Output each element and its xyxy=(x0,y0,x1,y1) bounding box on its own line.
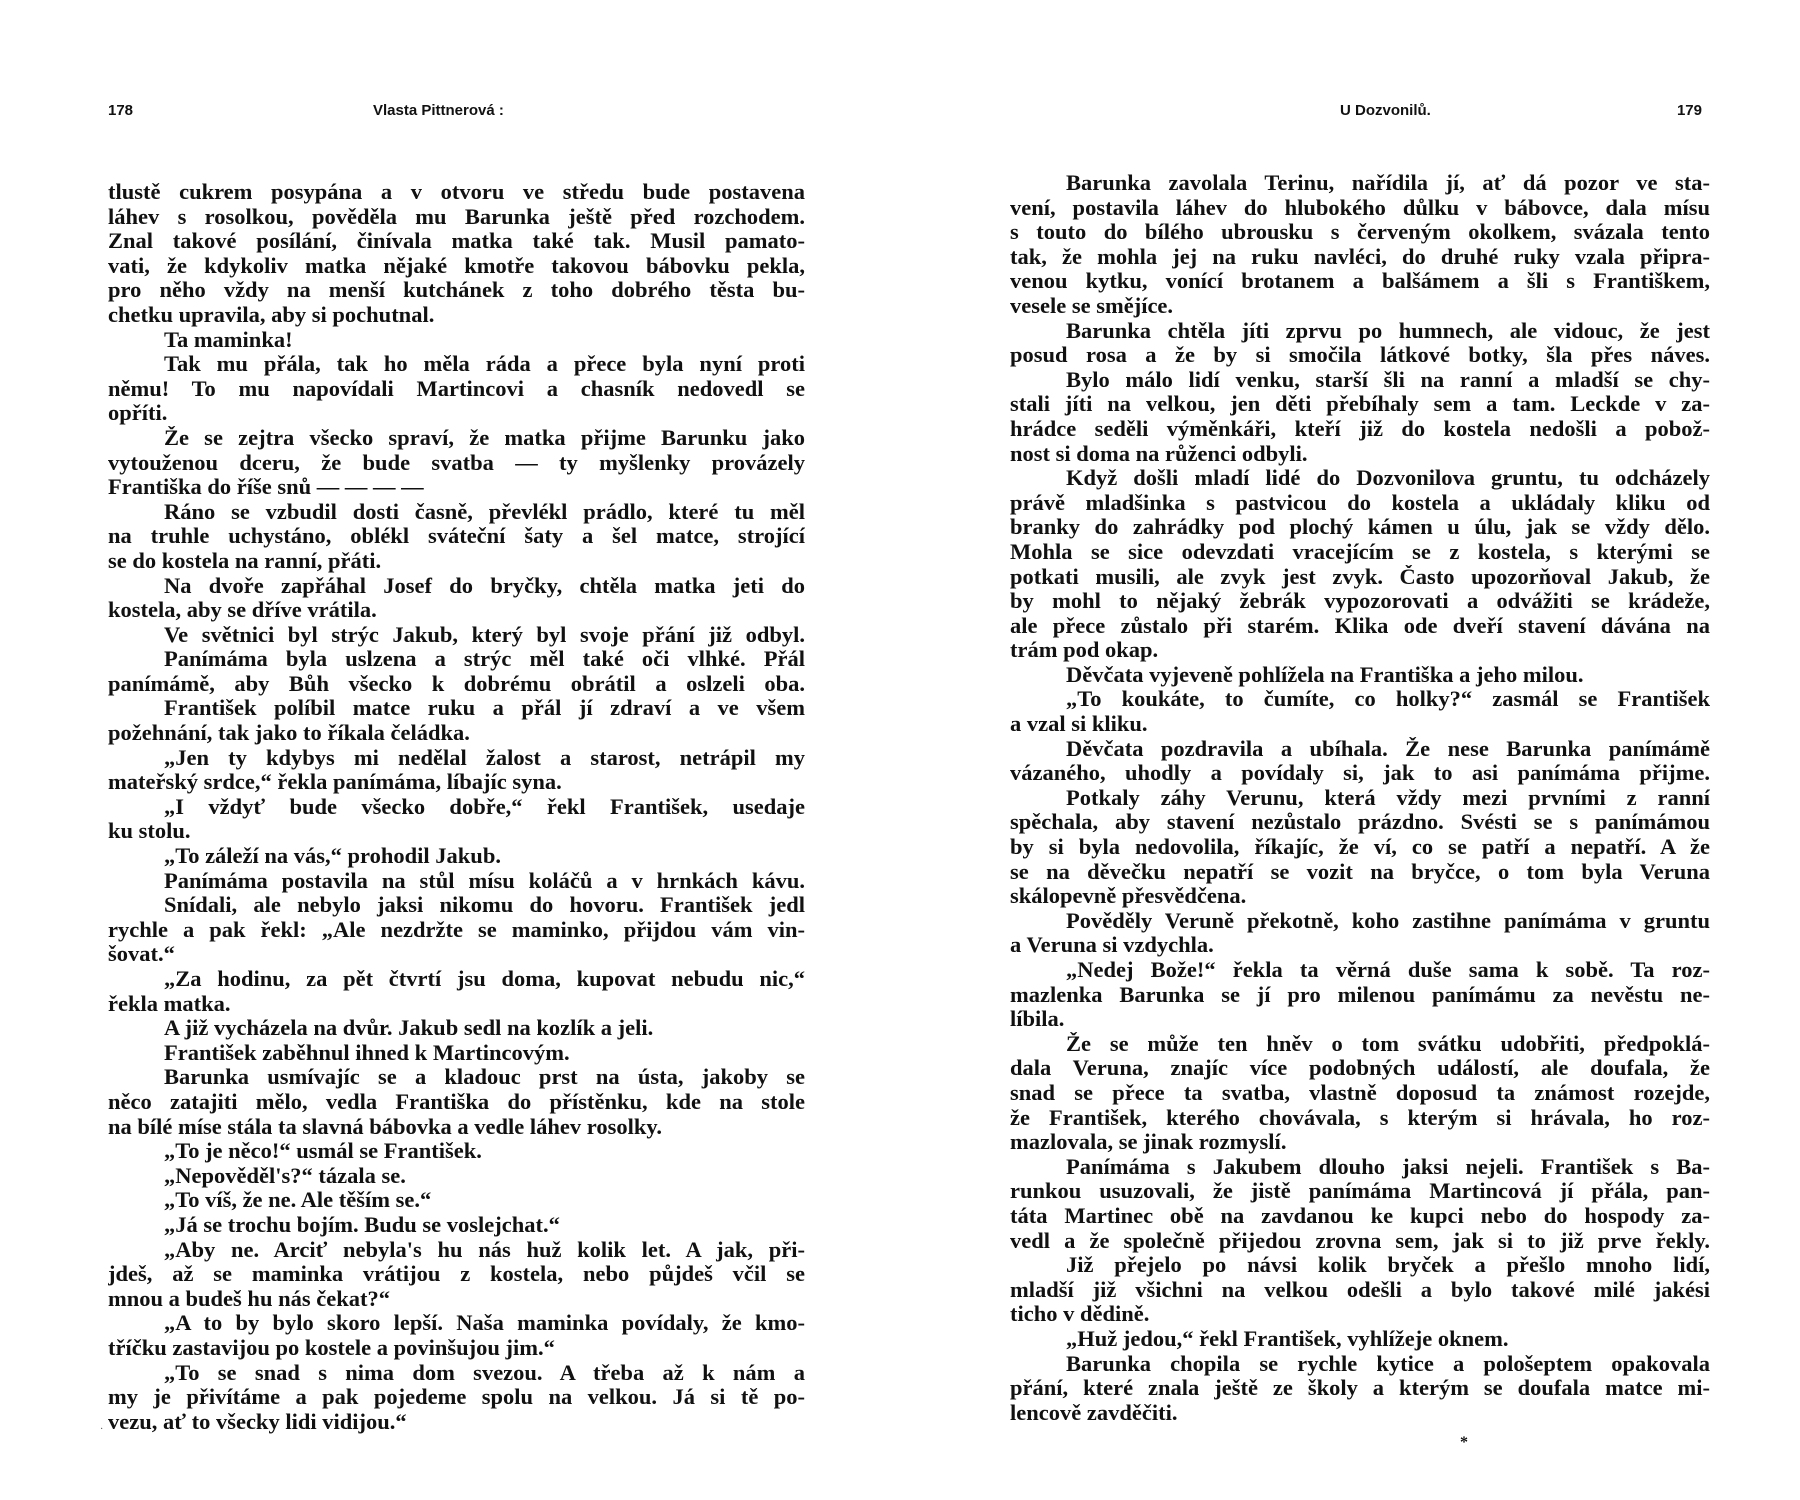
text-line: lencově zavděčiti. xyxy=(1010,1400,1178,1425)
text-line: láhev s rosolkou, pověděla mu Barunka ještě před rozchodem. xyxy=(108,204,805,229)
text-line: Ráno se vzbudil dosti časně, převlékl prádlo, které tu měl xyxy=(164,499,805,524)
text-line: by si byla nedovolila, říkajíc, že ví, co se patří a nepatří. A že xyxy=(1010,835,1710,860)
text-line: „Já se trochu bojím. Budu se voslejchat.“ xyxy=(164,1212,560,1237)
text-line: něco zatajiti mělo, vedla Františka do přístěnku, kde na stole xyxy=(108,1089,805,1114)
text-line: s touto do bílého ubrousku s červeným okolkem, svázala tento xyxy=(1010,220,1710,245)
text-line: řekla matka. xyxy=(108,991,231,1016)
text-line: Panímáma s Jakubem dlouho jaksi nejeli. František s Ba- xyxy=(1066,1154,1710,1179)
text-line: němu! To mu napovídali Martincovi a chasník nedovedl se xyxy=(108,376,805,401)
text-line: my je přivítáme a pak pojedeme spolu na velkou. Já si tě po- xyxy=(108,1385,805,1410)
text-line: Františka do říše snů — — — — xyxy=(108,475,424,500)
text-line: panímámě, aby Bůh všecko k dobrému obrátil a oslzeli oba. xyxy=(108,671,805,696)
text-line: Ta maminka! xyxy=(164,327,293,352)
text-line: mazlenka Barunka se jí pro milenou panímámu za nevěstu ne- xyxy=(1010,982,1710,1007)
right-page xyxy=(900,0,1800,1500)
text-line: opříti. xyxy=(108,401,168,426)
text-line: „A to by bylo skoro lepší. Naša maminka povídaly, že kmo- xyxy=(164,1311,805,1336)
text-line: „To koukáte, to čumíte, co holky?“ zasmál se František xyxy=(1066,687,1710,712)
text-line: „Nepověděl's?“ tázala se. xyxy=(164,1163,406,1188)
text-line: hrádce seděli výměnkáři, kteří již do kostela nedošli a pobož- xyxy=(1010,416,1710,441)
text-line: Ve světnici byl strýc Jakub, který byl svoje přání již odbyl. xyxy=(164,622,805,647)
footer-mark: * xyxy=(1460,1434,1468,1451)
text-line: tak, že mohla jej na ruku navléci, do druhé ruky vzala připra- xyxy=(1010,244,1710,269)
text-line: snad se přece ta svatba, vlastně doposud ta známost rozejde, xyxy=(1010,1080,1710,1105)
text-line: Děvčata vyjeveně pohlížela na Františka a jeho milou. xyxy=(1066,662,1584,687)
text-line: vezu, ať to všecky lidi vidijou.“ xyxy=(108,1409,407,1434)
text-line: že František, kterého chovávala, s kterým si hrávala, ho roz- xyxy=(1010,1105,1710,1130)
text-line: se na děvečku nepatří se vozit na bryčce, o tom byla Veruna xyxy=(1010,859,1710,884)
text-line: Již přejelo po návsi kolik bryček a přešlo mnoho lidí, xyxy=(1066,1253,1710,1278)
text-line: „To je něco!“ usmál se František. xyxy=(164,1139,482,1164)
text-line: vati, že kdykoliv matka nějaké kmotře takovou bábovku pekla, xyxy=(108,253,805,278)
text-line: se do kostela na ranní, přáti. xyxy=(108,548,382,573)
text-line: Barunka chopila se rychle kytice a pološeptem opakovala xyxy=(1066,1351,1710,1376)
text-line: „I vždyť bude všecko dobře,“ řekl František, usedaje xyxy=(164,794,805,819)
text-line: tlustě cukrem posypána a v otvoru ve středu bude postavena xyxy=(108,180,805,204)
text-line: „To víš, že ne. Ale těším se.“ xyxy=(164,1188,432,1213)
left-running-head: Vlasta Pittnerová : xyxy=(373,102,504,119)
text-line: trám pod okap. xyxy=(1010,638,1159,663)
text-line: branky do zahrádky pod plochý kámen u úlu, jak se vždy dělo. xyxy=(1010,515,1710,540)
text-line: Na dvoře zapřáhal Josef do bryčky, chtěla matka jeti do xyxy=(164,573,805,598)
text-line: na bílé míse stála ta slavná bábovka a vedle láhev rosolky. xyxy=(108,1114,663,1139)
text-line: a Veruna si vzdychla. xyxy=(1010,933,1214,958)
text-line: vázaného, uhodly a povídaly si, jak to asi panímáma přijme. xyxy=(1010,761,1710,786)
text-line: rychle a pak řekl: „Ale nezdržte se maminko, přijdou vám vin- xyxy=(108,917,805,942)
text-line: potkati musili, ale zvyk jest zvyk. Často upozorňoval Jakub, že xyxy=(1010,564,1710,589)
text-line: kostela, aby se dříve vrátila. xyxy=(108,598,377,623)
text-line: vedl a že společně přijedou zrovna sem, jak si to již prve řekly. xyxy=(1010,1228,1710,1253)
print-speck: · xyxy=(100,1424,104,1435)
text-line: „Huž jedou,“ řekl František, vyhlížeje oknem. xyxy=(1066,1326,1509,1351)
text-line: Snídali, ale nebylo jaksi nikomu do hovoru. František jedl xyxy=(164,893,805,918)
text-line: „Za hodinu, za pět čtvrtí jsu doma, kupovat nebudu nic,“ xyxy=(164,967,805,991)
text-line: Bylo málo lidí venku, starší šli na ranní a mladší se chy- xyxy=(1066,367,1710,392)
text-line: posud rosa a že by si smočila látkové botky, šla přes náves. xyxy=(1010,343,1710,368)
text-line: Když došli mladí lidé do Dozvonilova gruntu, tu odcházely xyxy=(1066,466,1710,491)
text-line: ale přece zůstalo při starém. Klika ode dveří stavení dávána na xyxy=(1010,613,1710,638)
text-line: „Aby ne. Arciť nebyla's hu nás huž kolik let. A jak, při- xyxy=(164,1237,805,1262)
text-line: Potkaly záhy Verunu, která vždy mezi prvními z ranní xyxy=(1066,785,1710,810)
text-line: vytouženou dceru, že bude svatba — ty myšlenky provázely xyxy=(108,450,805,475)
text-line: mazlovala, se jinak rozmyslí. xyxy=(1010,1130,1287,1155)
text-line: František políbil matce ruku a přál jí zdraví a ve všem xyxy=(164,696,805,721)
text-line: ku stolu. xyxy=(108,819,191,844)
text-line: tříčku zastavijou po kostele a povinšujou jim.“ xyxy=(108,1335,555,1360)
text-line: Pověděly Veruně překotně, koho zastihne panímáma v gruntu xyxy=(1066,908,1710,933)
text-line: Barunka zavolala Terinu, nařídila jí, ať dá pozor ve sta- xyxy=(1066,171,1710,195)
text-line: „To se snad s nima dom svezou. A třeba až k nám a xyxy=(164,1360,805,1385)
text-line: Děvčata pozdravila a ubíhala. Že nese Barunka panímámě xyxy=(1066,736,1710,761)
text-line: pro něho vždy na menší kutchánek z toho dobrého těsta bu- xyxy=(108,278,805,303)
text-line: Mohla se sice odevzdati vracejícím se z kostela, s kterými se xyxy=(1010,539,1710,564)
text-line: právě mladšinka s pastvicou do kostela a ukládaly kliku od xyxy=(1010,490,1710,515)
right-page-number: 179 xyxy=(1676,102,1702,119)
text-line: na truhle uchystáno, oblékl sváteční šaty a šel matce, strojící xyxy=(108,524,805,549)
left-page-number: 178 xyxy=(108,102,134,119)
text-line: a vzal si kliku. xyxy=(1010,712,1148,737)
text-line: Tak mu přála, tak ho měla ráda a přece byla nyní proti xyxy=(164,352,805,377)
text-line: „Nedej Bože!“ řekla ta věrná duše sama k sobě. Ta roz- xyxy=(1066,958,1710,982)
text-line: přání, které znala ještě ze školy a kterým se doufala matce mi- xyxy=(1010,1376,1710,1401)
text-line: Znal takové posílání, činívala matka také tak. Musil pamato- xyxy=(108,229,805,254)
text-line: dala Veruna, znajíc více podobných událostí, ale doufala, že xyxy=(1010,1056,1710,1081)
text-line: „Jen ty kdybys mi nedělal žalost a starost, netrápil my xyxy=(164,745,805,770)
text-line: by mohl to nějaký žebrák vypozorovati a odvážiti se krádeže, xyxy=(1010,589,1710,614)
text-line: vení, postavila láhev do hlubokého důlku v bábovce, dala mísu xyxy=(1010,195,1710,220)
text-line: mladší již všichni na velkou odešli a bylo takové milé jakési xyxy=(1010,1277,1710,1302)
text-line: stali jíti na velkou, jen děti přebíhaly sem a tam. Leckde v za- xyxy=(1010,392,1710,417)
text-line: líbila. xyxy=(1010,1007,1065,1032)
text-line: A již vycházela na dvůr. Jakub sedl na kozlík a jeli. xyxy=(164,1016,654,1041)
text-line: táta Martinec obě na zavdanou ke kupci nebo do hospody za- xyxy=(1010,1203,1710,1228)
text-line: Panímáma byla uslzena a strýc měl také oči vlhké. Přál xyxy=(164,647,805,672)
text-line: Že se může ten hněv o tom svátku udobřiti, předpoklá- xyxy=(1066,1031,1710,1056)
text-line: požehnání, tak jako to říkala čeládka. xyxy=(108,721,470,746)
left-page-text xyxy=(108,180,805,1434)
text-line: jdeš, až se maminka vrátijou z kostela, nebo půjdeš včil se xyxy=(108,1262,805,1287)
text-line: mnou a budeš hu nás čekat?“ xyxy=(108,1286,390,1311)
text-line: skálopevně přesvědčena. xyxy=(1010,884,1247,909)
text-line: mateřský srdce,“ řekla panímáma, líbajíc syna. xyxy=(108,770,562,795)
text-line: Barunka chtěla jíti zprvu po humnech, ale vidouc, že jest xyxy=(1066,318,1710,343)
text-line: šovat.“ xyxy=(108,942,175,967)
text-line: chetku upravila, aby si pochutnal. xyxy=(108,302,435,327)
text-line: ticho v dědině. xyxy=(1010,1302,1150,1327)
text-line: vesele se smějíce. xyxy=(1010,293,1174,318)
text-line: „To záleží na vás,“ prohodil Jakub. xyxy=(164,844,501,869)
text-line: nost si doma na růženci odbyli. xyxy=(1010,441,1308,466)
text-line: František zaběhnul ihned k Martincovým. xyxy=(164,1040,570,1065)
text-line: runkou usuzovali, že jistě panímáma Martincová jí přála, pan- xyxy=(1010,1179,1710,1204)
text-line: Barunka usmívajíc se a kladouc prst na ústa, jakoby se xyxy=(164,1065,805,1090)
right-running-head: U Dozvonilů. xyxy=(1340,102,1431,119)
text-line: spěchala, aby stavení nezůstalo prázdno. Svésti se s panímámou xyxy=(1010,810,1710,835)
right-page-text xyxy=(1010,171,1710,1425)
text-line: Panímáma postavila na stůl mísu koláčů a v hrnkách kávu. xyxy=(164,868,805,893)
text-line: venou kytku, vonící brotanem a balšámem a šli s Františkem, xyxy=(1010,269,1710,294)
text-line: Že se zejtra všecko spraví, že matka přijme Barunku jako xyxy=(164,425,805,450)
